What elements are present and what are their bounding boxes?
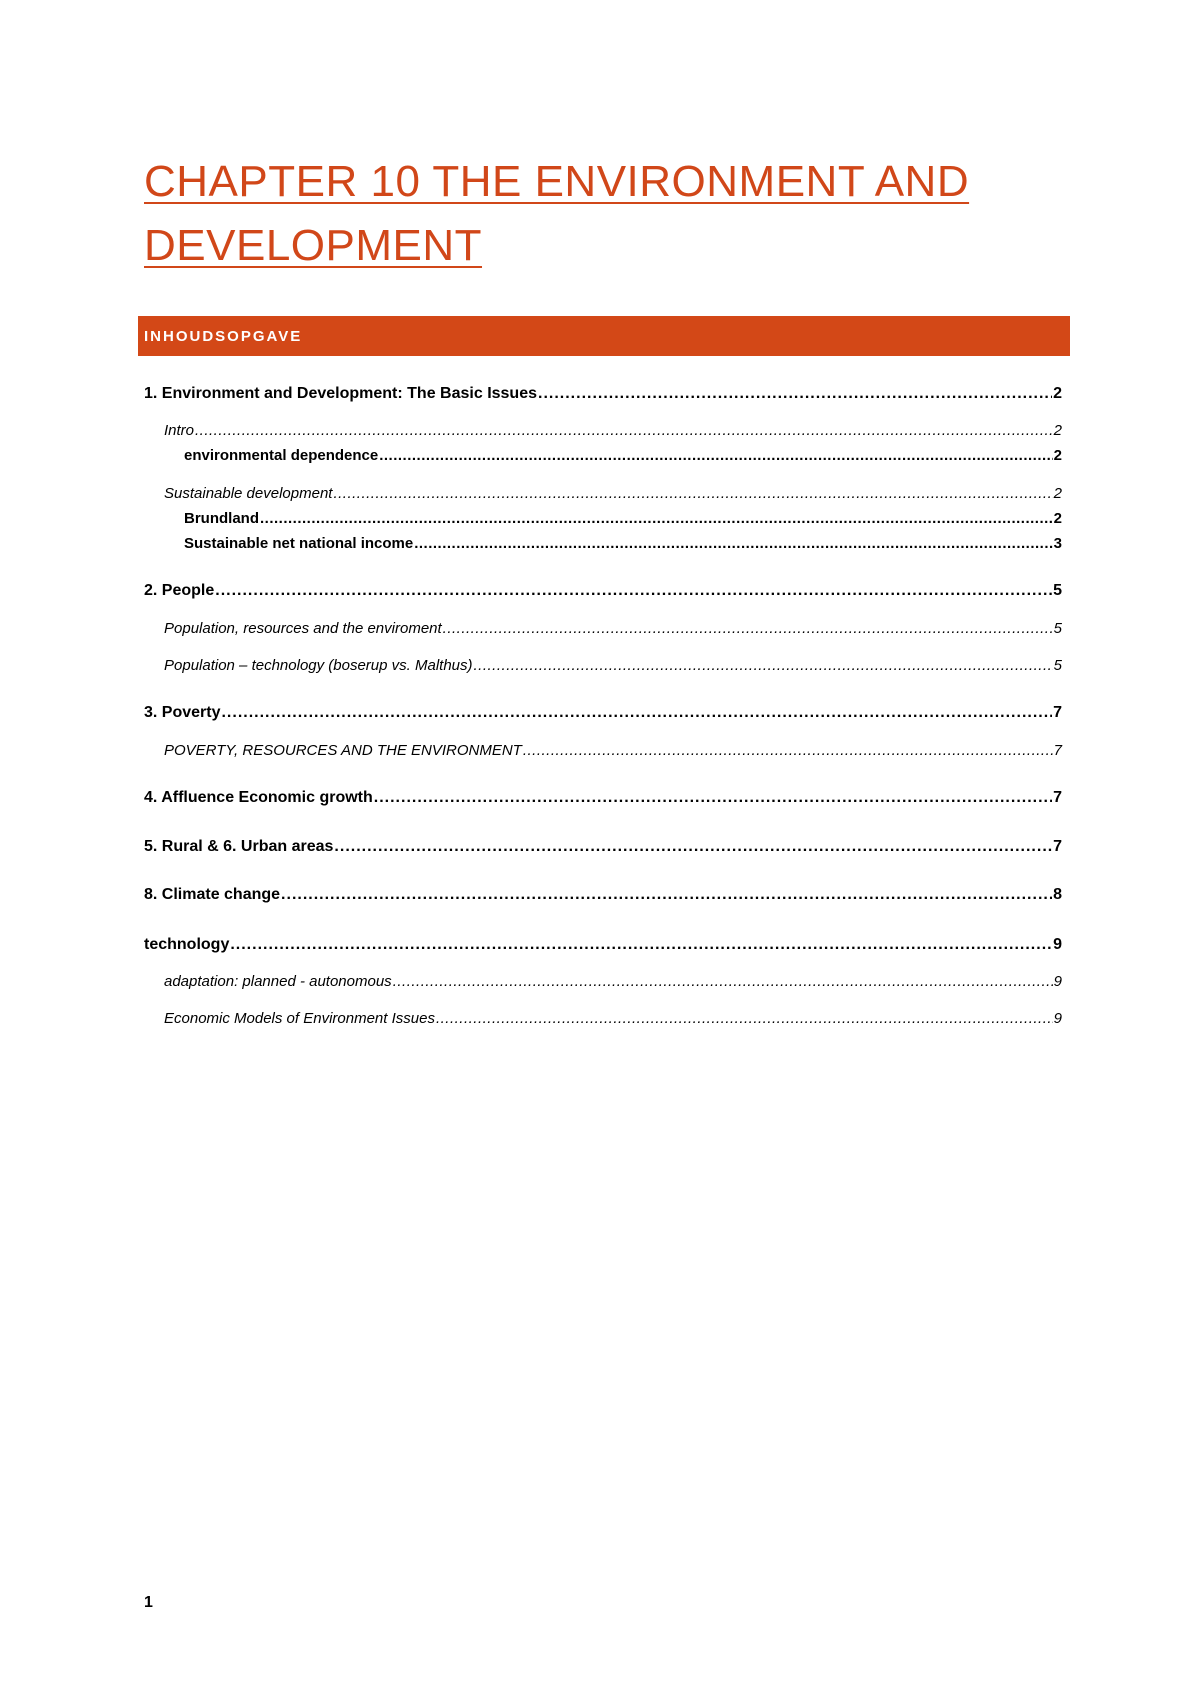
toc-entry-page: 3 [1053, 535, 1062, 552]
toc-entry-title: 8. Climate change [144, 886, 281, 903]
toc-entry-page: 8 [1053, 886, 1062, 903]
toc-entry[interactable] [164, 971, 1062, 993]
document-title [144, 150, 1044, 278]
toc-dot-leader [221, 702, 1052, 724]
toc-entry[interactable] [184, 445, 1062, 467]
toc-entry-page: 9 [1053, 973, 1062, 990]
toc-entry-title: 5. Rural & 6. Urban areas [144, 838, 334, 855]
toc-entry[interactable] [144, 884, 1062, 906]
toc-dot-leader [393, 971, 1053, 993]
toc-dot-leader [443, 618, 1053, 640]
toc-entry-page: 5 [1053, 620, 1062, 637]
toc-entry-title: technology [144, 936, 230, 953]
toc-entry-page: 9 [1053, 936, 1062, 953]
toc-dot-leader [215, 580, 1052, 602]
toc-entry[interactable] [144, 580, 1062, 602]
toc-entry-page: 7 [1053, 838, 1062, 855]
toc-dot-leader [333, 483, 1052, 505]
toc-dot-leader [523, 740, 1053, 762]
toc-entry[interactable] [164, 1008, 1062, 1030]
toc-entry-page: 2 [1053, 385, 1062, 402]
toc-entry-page: 7 [1053, 704, 1062, 721]
toc-entry[interactable] [164, 655, 1062, 677]
toc-entry-title: 1. Environment and Development: The Basic Issues [144, 385, 537, 402]
toc-entry-title: Population, resources and the enviroment [164, 620, 442, 637]
toc-entry-title: Economic Models of Environment Issues [164, 1010, 435, 1027]
toc-entry[interactable] [184, 508, 1062, 530]
toc-entry-title: Intro [164, 422, 195, 439]
toc-entry-page: 9 [1053, 1010, 1062, 1027]
toc-entry[interactable] [144, 787, 1062, 809]
toc-entry-title: environmental dependence [184, 447, 379, 464]
toc-dot-leader [474, 655, 1053, 677]
toc-entry-page: 2 [1053, 485, 1062, 502]
toc-entry-title: Population – technology (boserup vs. Malthus) [164, 657, 473, 674]
toc-header-bar [138, 316, 1070, 356]
toc-entry-page: 7 [1053, 742, 1062, 759]
toc-entry[interactable] [144, 836, 1062, 858]
toc-dot-leader [414, 533, 1052, 555]
toc-dot-leader [379, 445, 1052, 467]
toc-dot-leader [281, 884, 1052, 906]
toc-entry-page: 2 [1053, 510, 1062, 527]
toc-entry-title: 4. Affluence Economic growth [144, 789, 373, 806]
toc-dot-leader [230, 934, 1052, 956]
toc-entry[interactable] [184, 533, 1062, 555]
toc-entry-title: Brundland [184, 510, 259, 527]
toc-entry-page: 2 [1053, 422, 1062, 439]
toc-entry[interactable] [164, 618, 1062, 640]
toc-header-label: INHOUDSOPGAVE [144, 327, 303, 345]
toc-entry-title: Sustainable net national income [184, 535, 414, 552]
toc-entry-page: 5 [1053, 582, 1062, 599]
document-title-text: CHAPTER 10 THE ENVIRONMENT AND DEVELOPMENT [144, 157, 970, 270]
toc-entry[interactable] [164, 483, 1062, 505]
toc-dot-leader [260, 508, 1053, 530]
toc-entry-page: 7 [1053, 789, 1062, 806]
toc-dot-leader [538, 383, 1052, 405]
toc-entry-page: 5 [1053, 657, 1062, 674]
toc-entry[interactable] [164, 420, 1062, 442]
toc-entry-title: 3. Poverty [144, 704, 221, 721]
toc-entry[interactable] [164, 740, 1062, 762]
toc-entry-title: adaptation: planned - autonomous [164, 973, 392, 990]
page-number: 1 [144, 1594, 153, 1611]
toc-entry-title: 2. People [144, 582, 215, 599]
toc-dot-leader [436, 1008, 1053, 1030]
toc-entry[interactable] [144, 702, 1062, 724]
toc-dot-leader [374, 787, 1052, 809]
toc-entry[interactable] [144, 934, 1062, 956]
toc-dot-leader [195, 420, 1053, 442]
toc-entry-title: POVERTY, RESOURCES AND THE ENVIRONMENT [164, 742, 522, 759]
toc-entry[interactable] [144, 383, 1062, 405]
toc-dot-leader [334, 836, 1052, 858]
toc-entry-page: 2 [1053, 447, 1062, 464]
toc-entry-title: Sustainable development [164, 485, 333, 502]
